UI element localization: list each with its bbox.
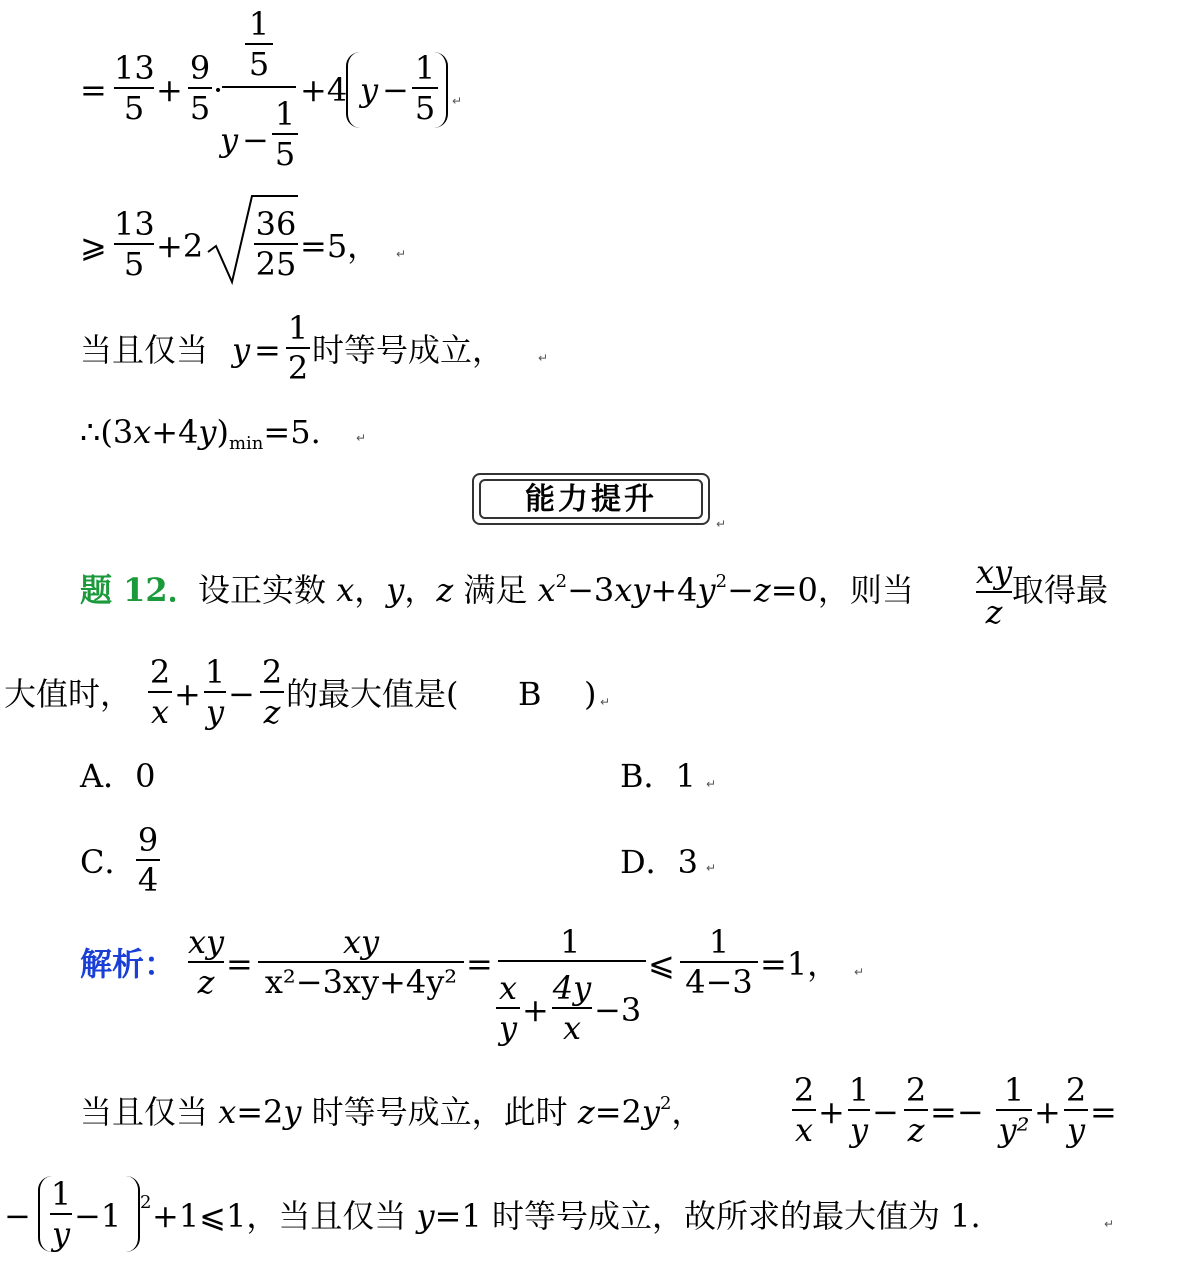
paren: ) <box>584 675 597 713</box>
equals-sign: = <box>1090 1093 1117 1131</box>
paragraph-mark: ↵ <box>706 861 717 875</box>
fraction-bar <box>498 960 646 962</box>
paragraph-mark: ↵ <box>706 777 717 791</box>
equals-minus: =− <box>930 1093 984 1131</box>
question-text: 大值时， <box>4 675 133 713</box>
solution-label: 解析： <box>80 945 177 983</box>
plus-sign: + <box>818 1093 845 1131</box>
text: $\therefore(3x+4y)_{min}=5$. <box>80 413 321 454</box>
right-paren <box>432 52 448 128</box>
dot-operator: · <box>213 71 224 109</box>
paragraph-mark: ↵ <box>716 517 727 531</box>
fraction: x y <box>496 972 520 1044</box>
solution-text: 当且仅当 x=2y 时等号成立，此时 $z=2y^2$， <box>80 1093 704 1131</box>
banner-title: 能力提升 <box>479 479 703 519</box>
equals-sign: = <box>466 945 493 983</box>
minus-one: −1 <box>74 1197 122 1235</box>
option-a: A．0 <box>80 757 156 795</box>
fraction: 1 5 <box>272 98 298 170</box>
ge-sign: ⩾ <box>80 227 107 265</box>
fraction: 1 2 <box>287 309 309 387</box>
paragraph-mark: ↵ <box>538 351 549 365</box>
question-text: 的最大值是( <box>286 675 459 713</box>
paragraph-mark: ↵ <box>854 965 865 979</box>
fraction: 2 x <box>793 1071 815 1149</box>
equals-sign: = <box>254 331 281 369</box>
fraction: xy x²−3xy+4y² <box>258 926 464 998</box>
equals-sign: = <box>226 945 253 983</box>
question-label: 题 12． <box>80 571 200 609</box>
minus-sign: − <box>872 1093 899 1131</box>
right-paren <box>124 1176 140 1252</box>
text: 时等号成立， <box>312 331 505 369</box>
fraction: 13 5 <box>114 205 155 283</box>
numerator: 1 <box>560 923 581 961</box>
fraction: 2 z <box>905 1071 927 1149</box>
plus-two: +2 <box>156 227 204 265</box>
result-text: =1， <box>760 945 840 983</box>
variable-y: y <box>220 121 239 159</box>
equals-sign: = <box>80 71 107 109</box>
fraction: 9 4 <box>137 821 159 899</box>
fraction: xy z <box>976 553 1013 631</box>
fraction: 4y x <box>552 969 592 1047</box>
plus-sign: + <box>174 675 201 713</box>
fraction: 1 y <box>848 1071 870 1149</box>
option-d: D．3 <box>620 843 699 881</box>
question-text: 设正实数 x，y，z 满足 $x^2-3xy+4y^2-z=0$，则当 <box>198 571 914 609</box>
paragraph-mark: ↵ <box>600 695 611 709</box>
option-b: B．1 <box>620 757 696 795</box>
option-c: C． <box>80 843 137 881</box>
answer: B <box>518 675 542 713</box>
text: 当且仅当 <box>80 331 209 369</box>
paragraph-mark: ↵ <box>452 94 463 108</box>
paragraph-mark: ↵ <box>396 247 407 261</box>
solution-text: +1⩽1，当且仅当 y=1 时等号成立，故所求的最大值为 1. <box>152 1197 981 1235</box>
paragraph-mark: ↵ <box>1104 1217 1115 1231</box>
variable-y: y <box>360 71 379 109</box>
fraction: 1 y <box>204 653 226 731</box>
plus-sign: + <box>156 71 183 109</box>
fraction: 1 y² <box>996 1074 1032 1146</box>
fraction: 1 5 <box>412 52 438 124</box>
fraction: 2 x <box>149 653 171 731</box>
fraction: 36 25 <box>255 205 297 283</box>
fraction: 2 y <box>1065 1071 1087 1149</box>
question-text: 取得最 <box>1012 571 1109 609</box>
fraction: 1 4−3 <box>680 926 758 998</box>
paragraph-mark: ↵ <box>356 431 367 445</box>
minus-three: −3 <box>594 991 642 1029</box>
fraction: xy z <box>188 923 225 1001</box>
fraction: 1 y <box>50 1175 72 1253</box>
fraction: 9 5 <box>189 49 211 127</box>
result-text: =5， <box>300 227 380 265</box>
variable-y: y <box>232 331 251 369</box>
le-sign: ⩽ <box>648 945 675 983</box>
plus-four: +4 <box>300 71 348 109</box>
minus-sign: − <box>242 121 269 159</box>
minus-sign: − <box>228 675 255 713</box>
minus-sign: − <box>382 71 409 109</box>
fraction: 2 z <box>261 653 283 731</box>
section-banner <box>472 473 710 525</box>
plus-sign: + <box>1034 1093 1061 1131</box>
fraction: 13 5 <box>114 49 155 127</box>
exponent: 2 <box>140 1192 152 1213</box>
plus-sign: + <box>522 991 549 1029</box>
fraction-bar <box>222 86 296 88</box>
fraction-numerator: 1 5 <box>245 8 273 80</box>
minus-sign: − <box>4 1197 31 1235</box>
